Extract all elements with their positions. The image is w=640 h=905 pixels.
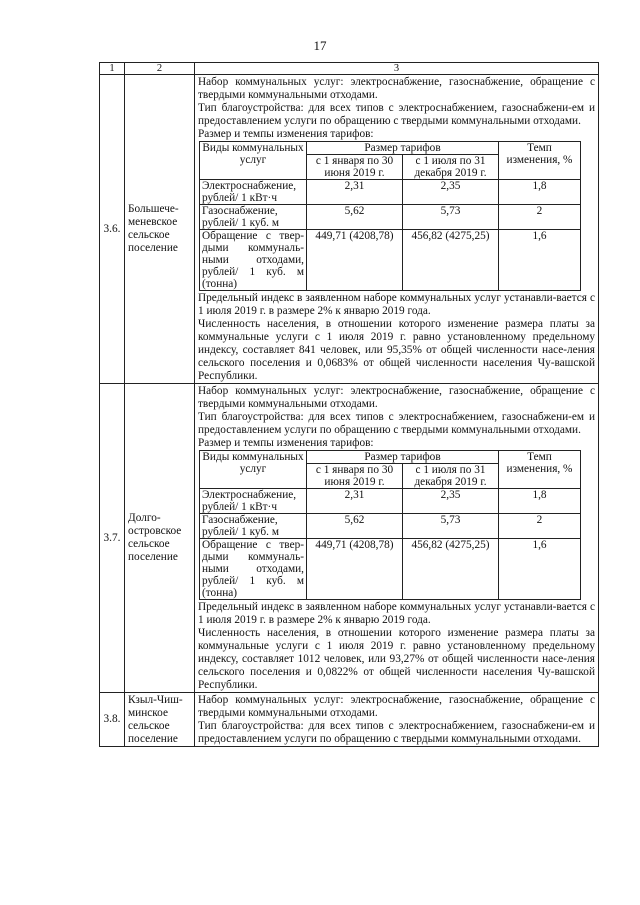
tariff-row bbox=[200, 180, 581, 205]
row-content bbox=[195, 75, 599, 384]
services-set-text: Набор коммунальных услуг: электроснабжение, газоснабжение, обращение с твердыми коммунальными отходами. bbox=[198, 385, 595, 410]
tariff-service-name: Обращение с твер- дыми коммуналь- ными отходами, рублей/ 1 куб. м (тонна) bbox=[200, 539, 307, 600]
services-set-text: Набор коммунальных услуг: электроснабжение, газоснабжение, обращение с твердыми коммунальными отходами. bbox=[198, 694, 595, 719]
tariff-service-name: Электроснабжение, рублей/ 1 кВт·ч bbox=[200, 180, 307, 205]
tariff-value-period-2: 5,73 bbox=[403, 514, 499, 539]
improvement-type-text: Тип благоустройства: для всех типов с электроснабжением, газоснабжени-ем и предоставлением услуги по обращению с твердыми коммунальными отходами. bbox=[198, 102, 595, 127]
tariff-header-rate: Темп изменения, % bbox=[499, 142, 581, 180]
tariff-value-period-1: 5,62 bbox=[307, 514, 403, 539]
limit-index-text: Предельный индекс в заявленном наборе коммунальных услуг устанавли-вается с 1 июля 2019 г. в размере 2% к январю 2019 года. bbox=[198, 292, 595, 317]
settlement-name: Кзыл-Чиш- минское сельское поселение bbox=[125, 693, 195, 747]
tariff-value-period-1: 5,62 bbox=[307, 205, 403, 230]
tariff-row bbox=[200, 489, 581, 514]
tariff-header-period-2: с 1 июля по 31 декабря 2019 г. bbox=[403, 464, 499, 489]
improvement-type-text: Тип благоустройства: для всех типов с электроснабжением, газоснабжени-ем и предоставлением услуги по обращению с твердыми коммунальными отходами. bbox=[198, 411, 595, 436]
tariff-value-period-1: 449,71 (4208,78) bbox=[307, 230, 403, 291]
row-number: 3.8. bbox=[100, 693, 125, 747]
tariff-value-period-1: 2,31 bbox=[307, 180, 403, 205]
tariff-table bbox=[199, 141, 581, 291]
tariff-row bbox=[200, 514, 581, 539]
tariff-header-period-1: с 1 января по 30 июня 2019 г. bbox=[307, 155, 403, 180]
table-row bbox=[100, 75, 599, 384]
tariff-value-period-2: 2,35 bbox=[403, 489, 499, 514]
tariff-rate: 1,6 bbox=[499, 230, 581, 291]
tariff-row bbox=[200, 230, 581, 291]
table-row bbox=[100, 384, 599, 693]
row-number: 3.6. bbox=[100, 75, 125, 384]
tariff-row bbox=[200, 205, 581, 230]
table-row bbox=[100, 693, 599, 747]
header-row bbox=[100, 63, 599, 75]
tariff-rate: 1,6 bbox=[499, 539, 581, 600]
improvement-type-text: Тип благоустройства: для всех типов с электроснабжением, газоснабжени-ем и предоставлением услуги по обращению с твердыми коммунальными отходами. bbox=[198, 720, 595, 745]
tariff-table bbox=[199, 450, 581, 600]
population-text: Численность населения, в отношении которого изменение размера платы за коммунальные услуги с 1 июля 2019 г. равно установленному предельному индексу, составляет 1012 человек, или 93,27% от общей численности насе-ления сельского поселения и 0,0822% от общей численности населения Чу-вашской Республики. bbox=[198, 627, 595, 691]
tariff-value-period-2: 5,73 bbox=[403, 205, 499, 230]
header-col-1: 1 bbox=[100, 63, 125, 75]
tariff-value-period-2: 456,82 (4275,25) bbox=[403, 230, 499, 291]
tariff-header-rate: Темп изменения, % bbox=[499, 451, 581, 489]
tariff-service-name: Электроснабжение, рублей/ 1 кВт·ч bbox=[200, 489, 307, 514]
tariff-value-period-2: 456,82 (4275,25) bbox=[403, 539, 499, 600]
tariff-service-name: Газоснабжение, рублей/ 1 куб. м bbox=[200, 514, 307, 539]
tariff-service-name: Обращение с твер- дыми коммуналь- ными отходами, рублей/ 1 куб. м (тонна) bbox=[200, 230, 307, 291]
header-col-2: 2 bbox=[125, 63, 195, 75]
tariff-value-period-2: 2,35 bbox=[403, 180, 499, 205]
row-content bbox=[195, 384, 599, 693]
tariff-header-size: Размер тарифов bbox=[307, 451, 499, 464]
tariff-header-period-1: с 1 января по 30 июня 2019 г. bbox=[307, 464, 403, 489]
settlement-name: Большече- меневское сельское поселение bbox=[125, 75, 195, 384]
page-number: 17 bbox=[313, 38, 327, 53]
tariff-heading: Размер и темпы изменения тарифов: bbox=[198, 437, 374, 449]
tariff-value-period-1: 449,71 (4208,78) bbox=[307, 539, 403, 600]
tariff-header-size: Размер тарифов bbox=[307, 142, 499, 155]
row-number: 3.7. bbox=[100, 384, 125, 693]
tariff-header-services: Виды коммунальных услуг bbox=[200, 451, 307, 489]
tariff-header-services: Виды коммунальных услуг bbox=[200, 142, 307, 180]
tariff-service-name: Газоснабжение, рублей/ 1 куб. м bbox=[200, 205, 307, 230]
header-col-3: 3 bbox=[195, 63, 599, 75]
settlement-name: Долго- островское сельское поселение bbox=[125, 384, 195, 693]
tariff-rate: 2 bbox=[499, 205, 581, 230]
tariff-value-period-1: 2,31 bbox=[307, 489, 403, 514]
tariff-rate: 2 bbox=[499, 514, 581, 539]
tariff-heading: Размер и темпы изменения тарифов: bbox=[198, 128, 374, 140]
main-table bbox=[99, 62, 599, 747]
services-set-text: Набор коммунальных услуг: электроснабжение, газоснабжение, обращение с твердыми коммунальными отходами. bbox=[198, 76, 595, 101]
tariff-rate: 1,8 bbox=[499, 180, 581, 205]
limit-index-text: Предельный индекс в заявленном наборе коммунальных услуг устанавли-вается с 1 июля 2019 г. в размере 2% к январю 2019 года. bbox=[198, 601, 595, 626]
row-content bbox=[195, 693, 599, 747]
tariff-rate: 1,8 bbox=[499, 489, 581, 514]
population-text: Численность населения, в отношении которого изменение размера платы за коммунальные услуги с 1 июля 2019 г. равно установленному предельному индексу, составляет 841 человек, или 95,35% от общей численности насе-ления сельского поселения и 0,0683% от общей численности населения Чу-вашской Республики. bbox=[198, 318, 595, 382]
tariff-row bbox=[200, 539, 581, 600]
tariff-header-period-2: с 1 июля по 31 декабря 2019 г. bbox=[403, 155, 499, 180]
